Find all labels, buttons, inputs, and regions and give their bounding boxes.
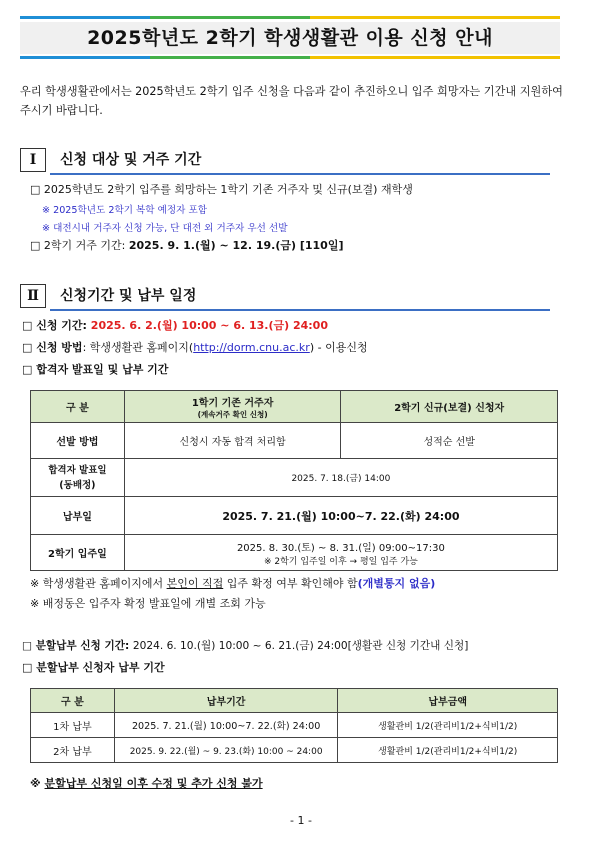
confirm-note-blue: (개별통지 없음) <box>357 577 436 590</box>
table-row <box>31 535 558 571</box>
title-bar-yellow-bottom <box>310 56 560 59</box>
table-cell: 2025. 9. 22.(월) ~ 9. 23.(화) 10:00 ~ 24:00 <box>114 738 338 763</box>
section-1-item-2 <box>30 238 343 254</box>
final-note-prefix: ※ <box>30 777 45 790</box>
page-number: - 1 - <box>290 814 312 827</box>
split-payment-table <box>30 688 558 763</box>
apply-method-label: □ 신청 방법 <box>22 341 83 354</box>
title-bar-blue-bottom <box>20 56 150 59</box>
row-label: 2차 납부 <box>31 738 115 763</box>
row-label: 1차 납부 <box>31 713 115 738</box>
table-row <box>31 459 558 497</box>
table-row <box>31 423 558 459</box>
section-2-header <box>20 284 530 310</box>
table-cell: 2025. 7. 18.(금) 14:00 <box>124 459 557 497</box>
section-2-number: Ⅱ <box>20 284 46 308</box>
section-1-title: 신청 대상 및 거주 기간 <box>60 152 202 168</box>
table-header-cell <box>124 391 341 423</box>
title-bar-blue <box>20 16 150 19</box>
final-note <box>30 776 263 792</box>
header-existing-residents-sub: (계속거주 확인 신청) <box>197 409 268 419</box>
section-1-note-2: ※ 대전시내 거주자 신청 가능, 단 대전 외 거주자 우선 선발 <box>42 223 288 234</box>
table-header-cell: 2학기 신규(보결) 신청자 <box>341 391 558 423</box>
table-header-cell: 납부금액 <box>338 689 558 713</box>
confirm-note-underline: 본인이 직접 <box>166 577 224 590</box>
apply-method-text: : 학생생활관 홈페이지( <box>82 341 194 354</box>
confirm-note-mid: 입주 확정 여부 확인해야 함 <box>223 577 358 590</box>
section-1-header <box>20 148 530 174</box>
table-header-row <box>31 689 558 713</box>
intro-text: 우리 학생생활관에서는 2025학년도 2학기 입주 신청을 다음과 같이 추진하오니 입주 희망자는 기간내 지원하여 주시기 바랍니다. <box>20 85 563 117</box>
section-1-underline <box>50 173 550 175</box>
building-note: ※ 배정동은 입주자 확정 발표일에 개별 조회 가능 <box>30 597 266 610</box>
split-table-label: □ 분할납부 신청자 납부 기간 <box>22 661 165 674</box>
section-1-item-1: □ 2025학년도 2학기 입주를 희망하는 1학기 기존 거주자 및 신규(보결) 재학생 <box>30 183 413 196</box>
table-header-cell: 구 분 <box>31 391 125 423</box>
schedule-table <box>30 390 558 571</box>
section-2-underline <box>50 309 550 311</box>
announce-date-label-sub: (동배정) <box>59 479 96 491</box>
table-cell: 생활관비 1/2(관리비1/2+식비1/2) <box>338 738 558 763</box>
table-row <box>31 497 558 535</box>
apply-method <box>22 340 368 356</box>
table-cell: 2025. 7. 21.(월) 10:00~7. 22.(화) 24:00 <box>124 497 557 535</box>
section-1-number: Ⅰ <box>20 148 46 172</box>
stay-period-label: □ 2학기 거주 기간: <box>30 239 129 252</box>
title-banner <box>20 16 560 60</box>
table-header-row <box>31 391 558 423</box>
table-row <box>31 713 558 738</box>
move-in-note: ※ 2학기 입주일 이후 → 평일 입주 가능 <box>263 556 418 567</box>
final-note-text: 분할납부 신청일 이후 수정 및 추가 신청 불가 <box>44 777 263 790</box>
row-label: 납부일 <box>31 497 125 535</box>
row-label: 선발 방법 <box>31 423 125 459</box>
confirm-note <box>30 576 435 592</box>
split-period-value: 2024. 6. 10.(월) 10:00 ~ 6. 21.(금) 24:00[생활관 신청 기간내 신청] <box>132 640 469 652</box>
table-row <box>31 738 558 763</box>
apply-method-suffix: ) - 이용신청 <box>309 341 368 354</box>
confirm-note-prefix: ※ 학생생활관 홈페이지에서 <box>30 577 167 590</box>
dorm-homepage-link[interactable]: http://dorm.cnu.ac.kr <box>193 341 310 354</box>
move-in-date: 2025. 8. 30.(토) ~ 8. 31.(일) 09:00~17:30 <box>236 542 445 554</box>
apply-period-value: 2025. 6. 2.(월) 10:00 ~ 6. 13.(금) 24:00 <box>90 319 328 332</box>
table-cell: 2025. 7. 21.(월) 10:00~7. 22.(화) 24:00 <box>114 713 338 738</box>
stay-period-value: 2025. 9. 1.(월) ~ 12. 19.(금) [110일] <box>128 239 344 252</box>
title-bar-green <box>150 16 310 19</box>
row-label <box>31 459 125 497</box>
announce-date-label: 합격자 발표일 <box>48 464 107 476</box>
split-period <box>22 638 468 654</box>
header-existing-residents: 1학기 기존 거주자 <box>191 397 274 409</box>
table-header-cell: 납부기간 <box>114 689 338 713</box>
announce-label: □ 합격자 발표일 및 납부 기간 <box>22 363 169 376</box>
table-cell <box>124 535 557 571</box>
split-period-label: □ 분할납부 신청 기간: <box>22 640 133 652</box>
row-label: 2학기 입주일 <box>31 535 125 571</box>
apply-period-label: □ 신청 기간: <box>22 319 91 332</box>
page-title: 2025학년도 2학기 학생생활관 이용 신청 안내 <box>20 22 560 54</box>
table-cell: 생활관비 1/2(관리비1/2+식비1/2) <box>338 713 558 738</box>
section-2-title: 신청기간 및 납부 일정 <box>60 288 197 304</box>
table-header-cell: 구 분 <box>31 689 115 713</box>
table-cell: 신청시 자동 합격 처리함 <box>124 423 341 459</box>
section-1-note-1: ※ 2025학년도 2학기 복학 예정자 포함 <box>42 205 208 216</box>
apply-period <box>22 318 328 334</box>
title-bar-green-bottom <box>150 56 310 59</box>
title-bar-yellow <box>310 16 560 19</box>
table-cell: 성적순 선발 <box>341 423 558 459</box>
